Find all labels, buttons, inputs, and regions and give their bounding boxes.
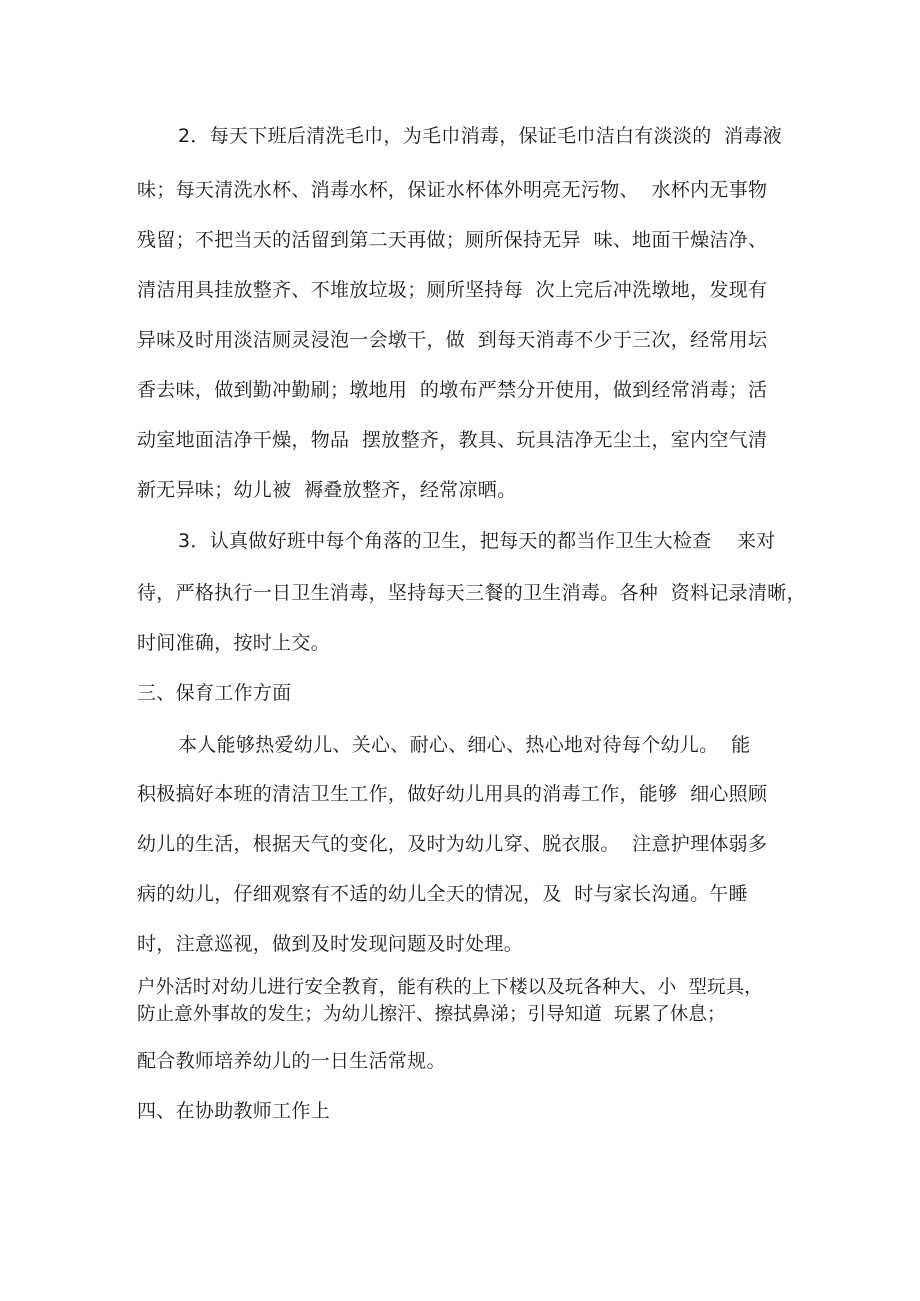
care-line-4: 病的幼儿，仔细观察有不适的幼儿全天的情况，及 时与家长沟通。午睡 bbox=[137, 883, 748, 905]
care-line-2: 积极搞好本班的清洁卫生工作，做好幼儿用具的消毒工作，能够 细心照顾 bbox=[137, 783, 768, 805]
para2-line-4: 清洁用具挂放整齐、不堆放垃圾；厕所坚持每 次上完后冲洗墩地，发现有 bbox=[137, 279, 768, 301]
care-line-5: 时，注意巡视，做到及时发现问题及时处理。 bbox=[137, 933, 524, 955]
care-line-1: 本人能够热爱幼儿、关心、耐心、细心、热心地对待每个幼儿。 能 bbox=[178, 734, 751, 756]
para2-line-1: 2．每天下班后清洗毛巾，为毛巾消毒，保证毛巾洁白有淡淡的 消毒液 bbox=[178, 125, 783, 147]
para3-line-1: 3．认真做好班中每个角落的卫生，把每天的都当作卫生大检查 来对 bbox=[178, 530, 776, 552]
outdoor-line-1: 户外活时对幼儿进行安全教育，能有秩的上下楼以及玩各种大、小 型玩具， bbox=[137, 977, 763, 998]
care-line-3: 幼儿的生活，根据天气的变化，及时为幼儿穿、脱衣服。 注意护理体弱多 bbox=[137, 833, 768, 855]
outdoor-line-2: 防止意外事故的发生；为幼儿擦汗、擦拭鼻涕；引导知道 玩累了休息； bbox=[137, 1004, 726, 1025]
section3-heading: 三、保育工作方面 bbox=[137, 682, 292, 704]
para2-line-5: 异味及时用淡洁厕灵浸泡一会墩干，做 到每天消毒不少于三次，经常用坛 bbox=[137, 329, 768, 351]
section4-heading: 四、在协助教师工作上 bbox=[137, 1100, 331, 1122]
para2-line-8: 新无异味；幼儿被 褥叠放整齐，经常凉晒。 bbox=[137, 479, 517, 501]
para2-line-2: 味；每天清洗水杯、消毒水杯，保证水杯体外明亮无污物、 水杯内无事物 bbox=[137, 179, 768, 201]
para3-line-3: 时间准确，按时上交。 bbox=[137, 632, 331, 654]
para2-line-7: 动室地面洁净干燥，物品 摆放整齐，教具、玩具洁净无尘土，室内空气清 bbox=[137, 429, 768, 451]
outdoor-line-3: 配合教师培养幼儿的一日生活常规。 bbox=[137, 1050, 446, 1072]
para2-line-6: 香去味，做到勤冲勤刷；墩地用 的墩布严禁分开使用，做到经常消毒；活 bbox=[137, 379, 768, 401]
para2-line-3: 残留；不把当天的活留到第二天再做；厕所保持无异 味、地面干燥洁净、 bbox=[137, 229, 768, 251]
para3-line-2: 待，严格执行一日卫生消毒，坚持每天三餐的卫生消毒。各种 资料记录清晰， bbox=[137, 582, 806, 604]
